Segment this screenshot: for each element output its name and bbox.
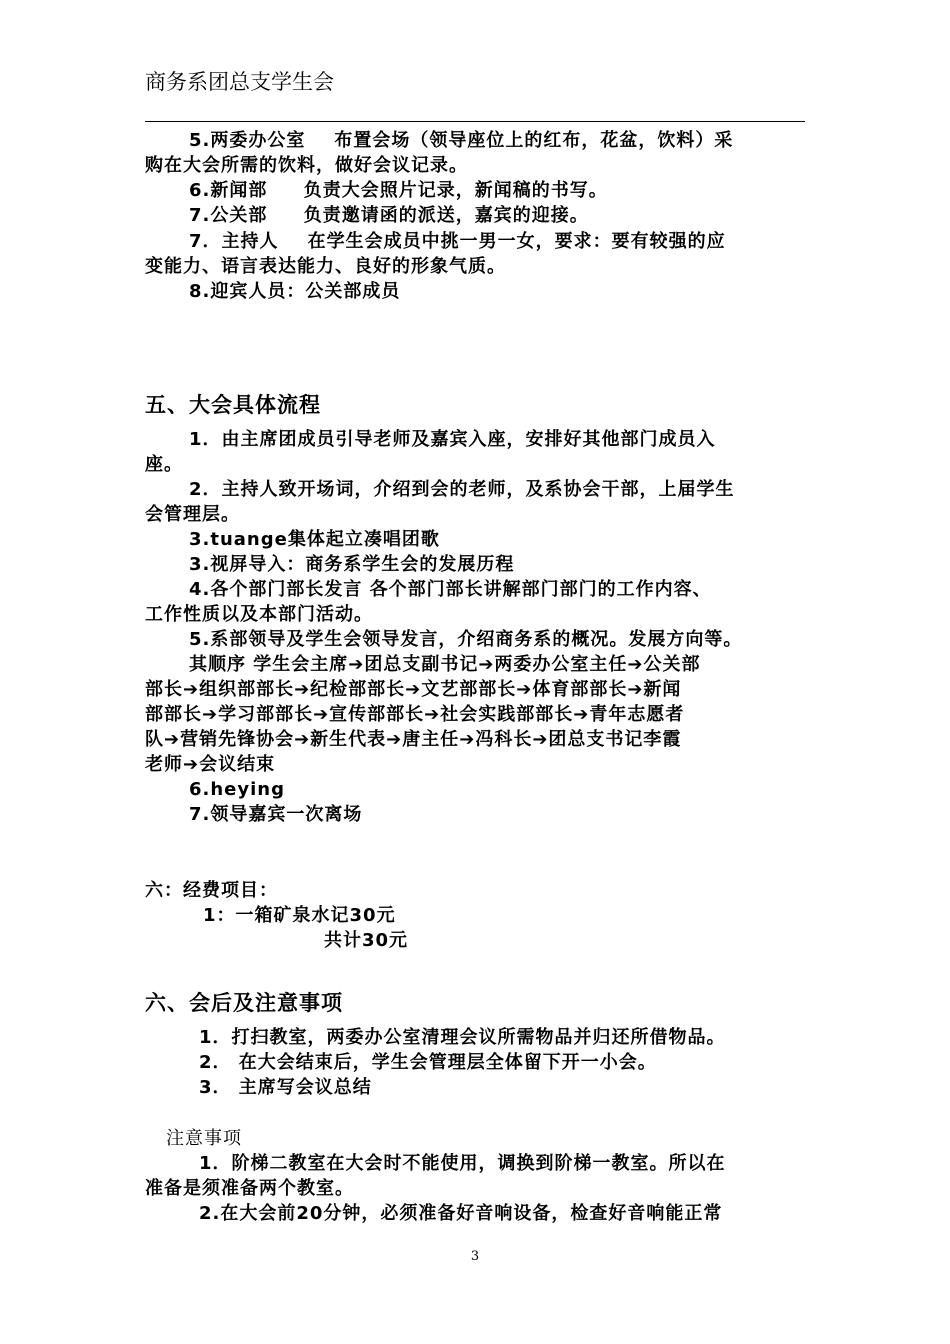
text-line: 共计30元 (324, 930, 409, 951)
text-line: 3.tuange集体起立凑唱团歌 (189, 529, 440, 550)
document-header-title: 商务系团总支学生会 (145, 70, 334, 94)
section-heading-6b: 六、会后及注意事项 (145, 991, 343, 1015)
text-line: 2．主持人致开场词，介绍到会的老师，及系协会干部，上届学生 (189, 479, 735, 500)
page-number: 3 (470, 1249, 480, 1264)
text-line: 4.各个部门部长发言 各个部门部长讲解部门部门的工作内容、 (189, 579, 712, 600)
text-line: 3.视屏导入：商务系学生会的发展历程 (189, 554, 515, 575)
text-line: 工作性质以及本部门活动。 (145, 604, 373, 625)
header-divider (145, 121, 805, 122)
text-line: 变能力、语言表达能力、良好的形象气质。 (145, 256, 506, 277)
text-line: 2． 在大会结束后，学生会管理层全体留下开一小会。 (199, 1052, 657, 1073)
text-line: 5.系部领导及学生会领导发言，介绍商务系的概况。发展方向等。 (189, 629, 743, 650)
text-line: 1．阶梯二教室在大会时不能使用，调换到阶梯一教室。所以在 (199, 1153, 726, 1174)
text-line: 座。 (145, 454, 183, 475)
text-line: 5.两委办公室 布置会场（领导座位上的红布，花盆，饮料）采 (189, 130, 734, 151)
text-line: 会管理层。 (145, 504, 240, 525)
text-line: 部长➔组织部部长➔纪检部部长➔文艺部部长➔体育部部长➔新闻 (145, 679, 682, 700)
text-line: 准备是须准备两个教室。 (145, 1178, 354, 1199)
notes-title: 注意事项 (166, 1128, 242, 1149)
text-line: 3． 主席写会议总结 (199, 1077, 372, 1098)
text-line: 部部长➔学习部部长➔宣传部部长➔社会实践部部长➔青年志愿者 (145, 704, 685, 725)
section-heading-5: 五、大会具体流程 (145, 393, 321, 417)
section-heading-6a: 六：经费项目： (145, 880, 278, 901)
text-line: 6.新闻部 负责大会照片记录，新闻稿的书写。 (189, 180, 608, 201)
text-line: 老师➔会议结束 (145, 754, 276, 775)
text-line: 1．由主席团成员引导老师及嘉宾入座，安排好其他部门成员入 (189, 429, 716, 450)
text-line: 6.heying (189, 779, 285, 800)
text-line: 7.领导嘉宾一次离场 (189, 804, 363, 825)
text-line: 其顺序 学生会主席➔团总支副书记➔两委办公室主任➔公关部 (189, 654, 701, 675)
text-line: 1：一箱矿泉水记30元 (203, 905, 396, 926)
text-line: 1．打扫教室，两委办公室清理会议所需物品并归还所借物品。 (199, 1027, 726, 1048)
text-line: 购在大会所需的饮料，做好会议记录。 (145, 155, 468, 176)
text-line: 2.在大会前20分钟，必须准备好音响设备，检查好音响能正常 (199, 1203, 723, 1224)
text-line: 7.公关部 负责邀请函的派送，嘉宾的迎接。 (189, 205, 589, 226)
text-line: 队➔营销先锋协会➔新生代表➔唐主任➔冯科长➔团总支书记李霞 (145, 729, 682, 750)
text-line: 7．主持人 在学生会成员中挑一男一女，要求：要有较强的应 (189, 231, 726, 252)
text-line: 8.迎宾人员：公关部成员 (189, 281, 401, 302)
